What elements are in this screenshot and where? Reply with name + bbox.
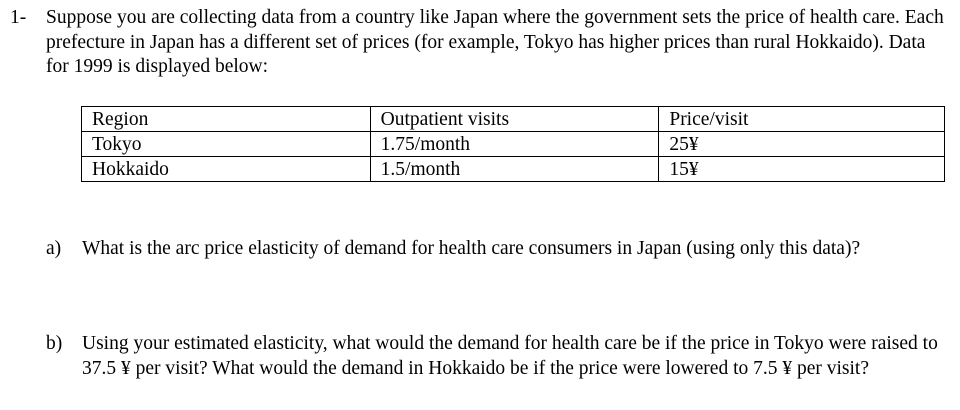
- header-region: Region: [82, 107, 371, 132]
- part-a-text: What is the arc price elasticity of demand for health care consumers in Japan (using only this data)?: [82, 238, 861, 259]
- question-number: 1-: [10, 7, 27, 28]
- cell-region: Tokyo: [82, 132, 371, 157]
- part-b-text: Using your estimated elasticity, what would the demand for health care be if the price in Tokyo were raised to 37.5 ¥ per visit? What would the demand in Hokkaido be if the price were lowered to 7.5 ¥ per visit?: [82, 333, 938, 379]
- cell-outpatient-visits: 1.5/month: [370, 157, 659, 182]
- cell-price-per-visit: 15¥: [659, 157, 945, 182]
- table-row: [82, 132, 945, 157]
- data-table: [81, 106, 945, 182]
- part-b: [46, 332, 946, 381]
- table-header-row: [82, 107, 945, 132]
- header-price-per-visit: Price/visit: [659, 107, 945, 132]
- part-a-letter: a): [46, 238, 62, 259]
- cell-outpatient-visits: 1.75/month: [370, 132, 659, 157]
- part-a: [46, 237, 946, 262]
- question-intro: Suppose you are collecting data from a country like Japan where the government sets the price of health care. Each prefecture in Japan has a different set of prices (for example, Tokyo has higher prices than rural Hokkaido). Data for 1999 is displayed below:: [46, 7, 944, 77]
- part-b-letter: b): [46, 333, 63, 354]
- header-outpatient-visits: Outpatient visits: [370, 107, 659, 132]
- cell-region: Hokkaido: [82, 157, 371, 182]
- table-row: [82, 157, 945, 182]
- cell-price-per-visit: 25¥: [659, 132, 945, 157]
